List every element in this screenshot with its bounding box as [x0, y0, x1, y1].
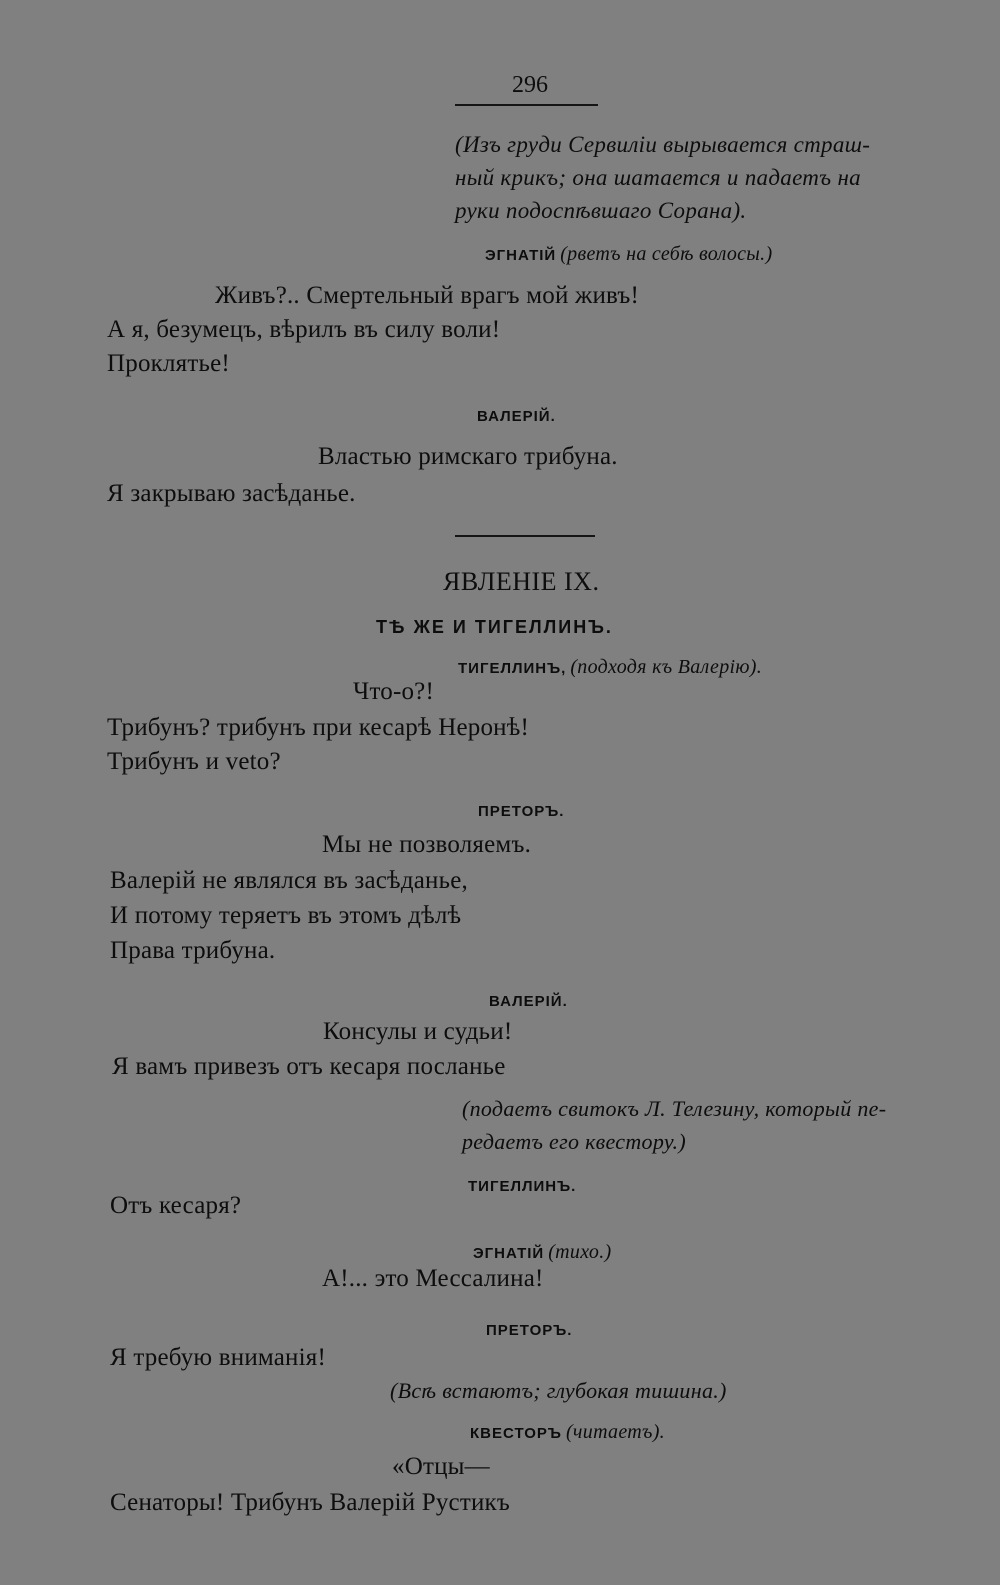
verse-line: Отъ кесаря? — [110, 1192, 242, 1219]
scene-title: ЯВЛЕНІЕ IX. — [443, 567, 600, 596]
stage-direction-3: (Всѣ встаютъ; глубокая тишина.) — [390, 1378, 727, 1403]
verse-line: А!... это Мессалина! — [322, 1265, 544, 1292]
speaker-name: КВЕСТОРЪ — [470, 1425, 562, 1442]
stage-line: редаетъ его квестору.) — [462, 1129, 686, 1154]
stage-direction-1 — [455, 128, 870, 227]
speaker-direction: (читаетъ). — [565, 1421, 665, 1443]
speaker-direction: (тихо.) — [548, 1241, 612, 1263]
speaker-direction: (подходя къ Валерію). — [570, 656, 763, 678]
stage-line: (подаетъ свитокъ Л. Телезину, который пе- — [462, 1096, 887, 1121]
verse-line: «Отцы— — [392, 1453, 490, 1480]
verse-line: Проклятье! — [107, 350, 230, 377]
speaker-egnatiy-2 — [473, 1241, 611, 1264]
verse-line: Трибунъ? трибунъ при кесарѣ Неронѣ! — [107, 714, 530, 741]
verse-line: Трибунъ и veto? — [107, 748, 281, 775]
verse-line: Что-о?! — [353, 678, 434, 705]
speaker-pretor-1: ПРЕТОРЪ. — [478, 803, 565, 820]
verse-line: И потому теряетъ въ этомъ дѣлѣ — [110, 902, 462, 929]
speaker-valeriy-1: ВАЛЕРІЙ. — [477, 408, 556, 425]
verse-line: Мы не позволяемъ. — [322, 831, 532, 858]
speaker-tigellin-2: ТИГЕЛЛИНЪ. — [468, 1178, 577, 1195]
verse-line: Сенаторы! Трибунъ Валерій Рустикъ — [110, 1489, 511, 1516]
verse-line: Валерій не являлся въ засѣданье, — [110, 867, 468, 894]
verse-line: Живъ?.. Смертельный врагъ мой живъ! — [215, 282, 640, 309]
page-number: 296 — [512, 72, 548, 98]
scene-separator — [455, 535, 595, 537]
verse-line: Я закрываю засѣданье. — [107, 480, 356, 507]
speaker-name: ТИГЕЛЛИНЪ, — [458, 660, 567, 677]
speaker-pretor-2: ПРЕТОРЪ. — [486, 1322, 573, 1339]
speaker-valeriy-2: ВАЛЕРІЙ. — [489, 993, 568, 1010]
speaker-name: ЭГНАТІЙ — [485, 247, 557, 264]
stage-line: руки подоспѣвшаго Сорана). — [455, 198, 747, 223]
scene-characters: ТѢ ЖЕ И ТИГЕЛЛИНЪ. — [376, 617, 613, 637]
verse-line: Я требую вниманія! — [110, 1344, 327, 1371]
header-rule — [455, 104, 598, 106]
stage-line: ный крикъ; она шатается и падаетъ на — [455, 165, 861, 190]
verse-line: А я, безумецъ, вѣрилъ въ силу воли! — [107, 316, 501, 343]
speaker-kvestor — [470, 1421, 665, 1444]
speaker-tigellin-1 — [458, 656, 762, 679]
speaker-name: ЭГНАТІЙ — [473, 1245, 545, 1262]
speaker-egnatiy-1 — [485, 243, 772, 266]
speaker-direction: (рветъ на себѣ волосы.) — [560, 243, 773, 265]
verse-line: Права трибуна. — [110, 937, 276, 964]
verse-line: Консулы и судьи! — [323, 1018, 513, 1045]
verse-line: Властью римскаго трибуна. — [318, 443, 618, 470]
verse-line: Я вамъ привезъ отъ кесаря посланье — [112, 1053, 506, 1080]
stage-line: (Изъ груди Сервиліи вырывается страш- — [455, 132, 871, 157]
stage-direction-2 — [462, 1092, 886, 1158]
